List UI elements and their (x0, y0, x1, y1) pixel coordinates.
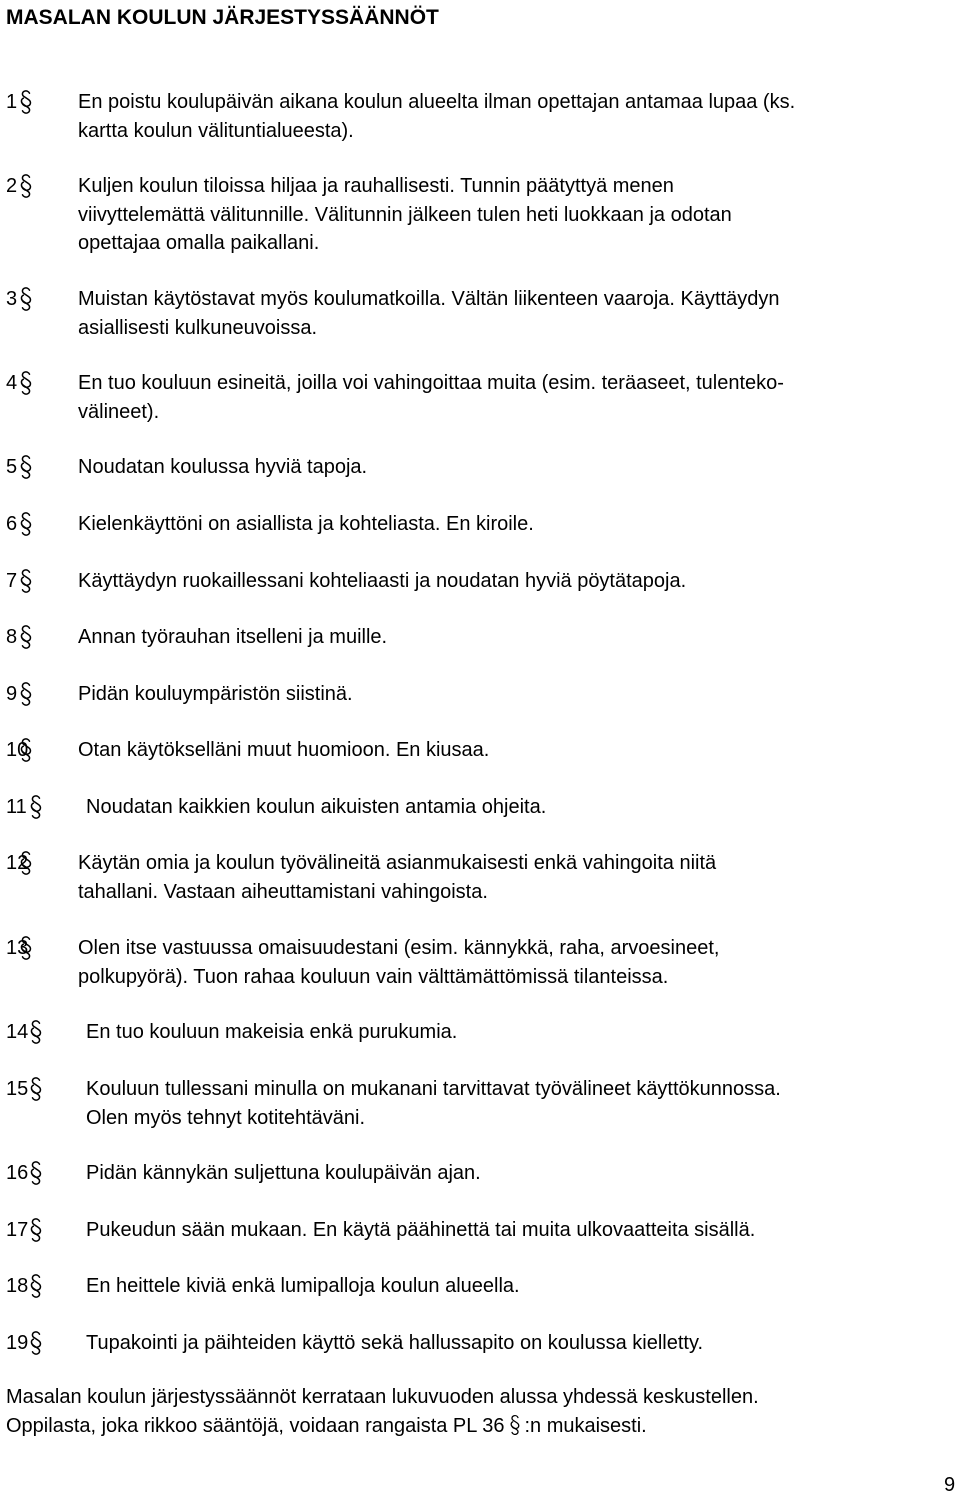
section-sign-icon (28, 1330, 44, 1356)
section-sign-icon (28, 1160, 44, 1186)
rule-text-line: En poistu koulupäivän aikana koulun alueelta ilman opettajan antamaa lupaa (ks. (78, 91, 796, 113)
section-sign-icon (28, 1217, 44, 1243)
rule-text-line: Muistan käytöstavat myös koulumatkoilla. Vältän liikenteen vaaroja. Käyttäydyn (78, 288, 780, 310)
rule-text (86, 1272, 960, 1301)
rule-text-line: Pukeudun sään mukaan. En käytä päähinettä tai muita ulkovaatteita sisällä. (86, 1219, 756, 1241)
rule-text-line: Käyttäydyn ruokaillessani kohteliaasti ja noudatan hyviä pöytätapoja. (78, 570, 687, 592)
page-number: 9 (944, 1474, 956, 1496)
section-sign-icon (28, 1019, 44, 1045)
rule-text (86, 1216, 960, 1245)
rule-text-line: Kuljen koulun tiloissa hiljaa ja rauhallisesti. Tunnin päätyttyä menen (78, 175, 674, 197)
rule-text (78, 934, 958, 991)
section-sign-icon (18, 173, 34, 199)
rule-text-line: Kielenkäyttöni on asiallista ja kohteliasta. En kiroile. (78, 513, 534, 535)
rule-text (78, 567, 958, 596)
footer-note (6, 1383, 956, 1440)
section-sign-icon (18, 737, 34, 763)
rule-number: 12 (6, 852, 29, 874)
rule-text-line: viivyttelemättä välitunnille. Välitunnin jälkeen tulen heti luokkaan ja odotan (78, 203, 732, 226)
rule-number: 7 (6, 570, 18, 592)
rule-number: 16 (6, 1162, 29, 1184)
rule-text-line: Käytän omia ja koulun työvälineitä asianmukaisesti enkä vahingoita niitä (78, 852, 717, 874)
rule-text-line: asiallisesti kulkuneuvoissa. (78, 316, 318, 339)
section-sign-icon (18, 511, 34, 537)
section-sign-icon (18, 681, 34, 707)
rule-text-line: Annan työrauhan itselleni ja muille. (78, 626, 388, 648)
footer-line-2 (6, 1412, 956, 1441)
rule-text-line: En heittele kiviä enkä lumipalloja koulun alueella. (86, 1275, 520, 1297)
rule-text (78, 680, 958, 709)
document-title: MASALAN KOULUN JÄRJESTYSSÄÄNNÖT (6, 6, 439, 29)
rule-text (86, 1018, 960, 1047)
section-sign-icon (18, 935, 34, 961)
rule-number: 14 (6, 1021, 29, 1043)
rule-text (86, 1159, 960, 1188)
rule-text (78, 736, 958, 765)
rule-text-line: Kouluun tullessani minulla on mukanani tarvittavat työvälineet käyttökunnossa. (86, 1078, 781, 1100)
rule-text-line: Pidän kännykän suljettuna koulupäivän ajan. (86, 1162, 481, 1184)
rule-number: 2 (6, 175, 18, 197)
section-sign-icon (18, 568, 34, 594)
footer-line-1: Masalan koulun järjestyssäännöt kerrataan lukuvuoden alussa yhdessä keskustellen. (6, 1386, 759, 1408)
rule-text (86, 1329, 960, 1358)
rule-text-line: Otan käytökselläni muut huomioon. En kiusaa. (78, 739, 490, 761)
section-sign-icon (18, 89, 34, 115)
section-sign-icon (28, 1076, 44, 1102)
rule-text-line: En tuo kouluun esineitä, joilla voi vahingoittaa muita (esim. teräaseet, tulenteko- (78, 372, 784, 394)
rule-number: 18 (6, 1275, 29, 1297)
rule-text (78, 369, 958, 426)
rule-number: 13 (6, 937, 29, 959)
rule-text-line: En tuo kouluun makeisia enkä purukumia. (86, 1021, 458, 1043)
rule-text-line: Pidän kouluympäristön siistinä. (78, 683, 353, 705)
section-sign-icon (18, 286, 34, 312)
rule-text-line: polkupyörä). Tuon rahaa kouluun vain välttämättömissä tilanteissa. (78, 965, 669, 988)
rule-number: 9 (6, 683, 18, 705)
section-sign-icon (28, 794, 44, 820)
rule-number: 15 (6, 1078, 29, 1100)
rule-text (78, 88, 958, 145)
section-sign-icon (28, 1273, 44, 1299)
rule-text-line: Olen itse vastuussa omaisuudestani (esim. kännykkä, raha, arvoesineet, (78, 937, 720, 959)
rule-text (78, 453, 958, 482)
rule-text-line: Olen myös tehnyt kotitehtäväni. (86, 1106, 366, 1129)
rule-number: 19 (6, 1332, 29, 1354)
rule-text-line: kartta koulun välituntialueesta). (78, 119, 354, 142)
rule-text (86, 1075, 960, 1132)
rule-text (86, 793, 960, 822)
rule-text (78, 172, 958, 258)
footer-line-2-before: Oppilasta, joka rikkoo sääntöjä, voidaan rangaista PL 36 (6, 1414, 505, 1437)
rule-number: 1 (6, 91, 18, 113)
rule-text (78, 510, 958, 539)
rule-number: 5 (6, 456, 18, 478)
rule-text-line: Tupakointi ja päihteiden käyttö sekä hallussapito on koulussa kielletty. (86, 1332, 704, 1354)
rule-text (78, 623, 958, 652)
rule-text (78, 285, 958, 342)
rule-number: 4 (6, 372, 18, 394)
section-sign-icon (18, 850, 34, 876)
rule-text-line: Noudatan kaikkien koulun aikuisten antamia ohjeita. (86, 796, 547, 818)
rule-text (78, 849, 958, 906)
rule-number: 8 (6, 626, 18, 648)
rule-number: 17 (6, 1219, 29, 1241)
rule-text-line: välineet). (78, 400, 160, 423)
section-sign-icon (18, 454, 34, 480)
section-sign-icon (508, 1414, 522, 1436)
rule-text-line: Noudatan koulussa hyviä tapoja. (78, 456, 368, 478)
rule-number: 6 (6, 513, 18, 535)
rule-number: 11 (6, 796, 27, 818)
section-sign-icon (18, 624, 34, 650)
section-sign-icon (18, 370, 34, 396)
rule-number: 10 (6, 739, 29, 761)
rule-number: 3 (6, 288, 18, 310)
rule-text-line: opettajaa omalla paikallani. (78, 232, 320, 254)
footer-line-2-after: :n mukaisesti. (524, 1414, 647, 1437)
rule-text-line: tahallani. Vastaan aiheuttamistani vahingoista. (78, 880, 488, 903)
